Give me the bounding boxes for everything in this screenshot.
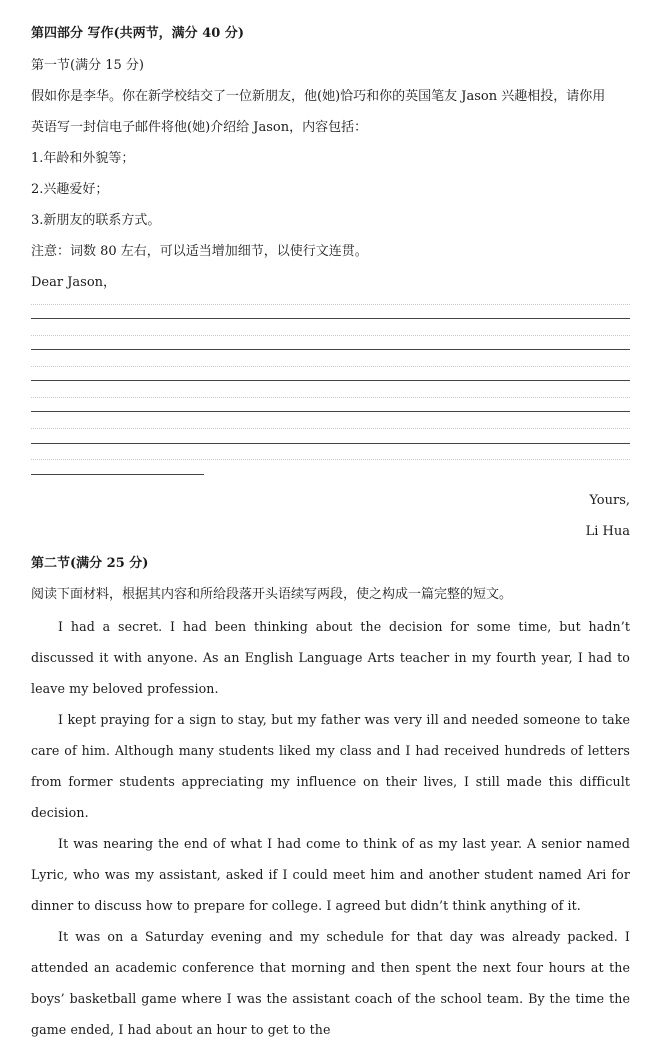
section2-heading: 第二节(满分 25 分) [31, 556, 149, 571]
writing-line [31, 318, 630, 319]
passage-paragraph-1: I had a secret. I had been thinking about the decision for some time, but hadn’t discussed it with anyone. As an English Language Arts teacher in my fourth year, I had to leave my beloved profession. [31, 619, 630, 696]
writing-line [31, 380, 630, 381]
writing-line [31, 411, 630, 412]
guide-dotted-line [31, 304, 630, 305]
prompt-line-2: 英语写一封信电子邮件将他(她)介绍给 Jason，内容包括： [31, 120, 368, 135]
word-count-note: 注意：词数 80 左右，可以适当增加细节，以使行文连贯。 [31, 244, 368, 259]
letter-greeting: Dear Jason， [31, 275, 117, 290]
reading-passage [31, 611, 630, 1045]
requirement-item-3: 3.新朋友的联系方式。 [31, 213, 161, 228]
guide-dotted-line [31, 397, 630, 398]
guide-dotted-line [31, 459, 630, 460]
passage-paragraph-3: It was nearing the end of what I had come to think of as my last year. A senior named Lyric, who was my assistant, asked if I could meet him and another student named Ari for dinner to discuss how to prepare for college. I agreed but didn’t think anything of it. [31, 836, 630, 913]
letter-signature: Li Hua [585, 524, 630, 539]
guide-dotted-line [31, 366, 630, 367]
writing-line-short [31, 474, 204, 475]
guide-dotted-line [31, 428, 630, 429]
section1-heading: 第一节(满分 15 分) [31, 58, 144, 73]
guide-dotted-line [31, 335, 630, 336]
requirement-item-2: 2.兴趣爱好； [31, 182, 109, 197]
requirement-item-1: 1.年龄和外貌等； [31, 151, 135, 166]
passage-paragraph-4: It was on a Saturday evening and my schedule for that day was already packed. I attended an academic conference that morning and then spent the next four hours at the boys’ basketball game where I was the assistant coach of the school team. By the time the game ended, I had about an hour to get to the [31, 929, 630, 1037]
writing-line [31, 443, 630, 444]
section2-instruction: 阅读下面材料，根据其内容和所给段落开头语续写两段，使之构成一篇完整的短文。 [31, 587, 513, 602]
passage-paragraph-2: I kept praying for a sign to stay, but my father was very ill and needed someone to take care of him. Although many students liked my class and I had received hundreds of letters from former students appreciating my influence on their lives, I still made this difficult decision. [31, 712, 630, 820]
letter-closing: Yours, [589, 493, 630, 508]
writing-line [31, 349, 630, 350]
part-title: 第四部分 写作(共两节，满分 40 分) [31, 26, 244, 41]
prompt-line-1: 假如你是李华。你在新学校结交了一位新朋友，他(她)恰巧和你的英国笔友 Jason 兴趣相投，请你用 [31, 89, 606, 104]
